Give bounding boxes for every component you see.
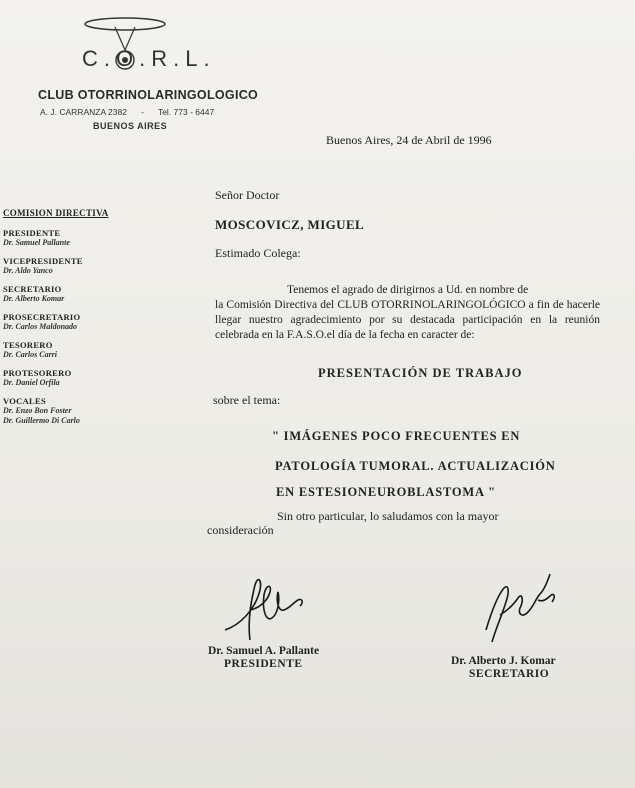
secretary-name: Dr. Alberto J. Komar — [451, 655, 556, 667]
board-member — [3, 256, 109, 276]
topic-intro: sobre el tema: — [213, 393, 281, 407]
president-signature-icon — [220, 570, 310, 645]
member-role: PROSECRETARIO — [3, 312, 81, 322]
board-member — [3, 340, 109, 360]
board-sidebar — [3, 208, 109, 434]
salutation: Estimado Colega: — [215, 246, 301, 260]
president-role: PRESIDENTE — [224, 658, 303, 670]
member-role: SECRETARIO — [3, 284, 62, 294]
secretary-role: SECRETARIO — [469, 668, 550, 680]
club-city: BUENOS AIRES — [93, 121, 168, 131]
closing-rest: consideración — [207, 523, 274, 537]
board-member — [3, 228, 109, 248]
member-name: Dr. Carlos Maldonado — [3, 322, 78, 331]
member-role: PROTESORERO — [3, 368, 72, 378]
body-paragraph — [215, 283, 600, 343]
member-name: Dr. Enzo Bon Foster — [3, 406, 72, 415]
board-member — [3, 368, 109, 388]
closing-first-line: Sin otro particular, lo saludamos con la mayor — [277, 509, 499, 523]
member-role: VICEPRESIDENTE — [3, 256, 83, 266]
board-member — [3, 284, 109, 304]
member-role: PRESIDENTE — [3, 228, 61, 238]
member-name: Dr. Alberto Komar — [3, 294, 65, 303]
club-name: CLUB OTORRINOLARINGOLOGICO — [38, 88, 259, 102]
topic-line: " IMÁGENES POCO FRECUENTES EN — [272, 429, 521, 443]
presentation-heading: PRESENTACIÓN DE TRABAJO — [318, 366, 523, 380]
sidebar-title: COMISION DIRECTIVA — [3, 208, 109, 218]
closing-paragraph — [207, 509, 577, 537]
date-line: Buenos Aires, 24 de Abril de 1996 — [326, 133, 492, 147]
member-name: Dr. Daniel Orfila — [3, 378, 60, 387]
board-member — [3, 396, 109, 426]
member-name: Dr. Guillermo Di Carlo — [3, 416, 80, 425]
member-name: Dr. Carlos Carri — [3, 350, 58, 359]
member-role: TESORERO — [3, 340, 53, 350]
member-name: Dr. Samuel Pallante — [3, 238, 70, 247]
board-member — [3, 312, 109, 332]
recipient-name: MOSCOVICZ, MIGUEL — [215, 217, 365, 232]
member-role: VOCALES — [3, 396, 47, 406]
body-first-line: Tenemos el agrado de dirigirnos a Ud. en nombre de — [287, 284, 529, 296]
body-rest: la Comisión Directiva del CLUB OTORRINOLARINGOLÓGICO a fin de hacerle llegar nuestro agradecimiento por su destacada participación en la reunión celebrada en la F.A.S.O.el día de la fecha en caracter de: — [215, 299, 600, 341]
secretary-signature-icon — [478, 570, 563, 650]
topic-line: PATOLOGÍA TUMORAL. ACTUALIZACIÓN — [275, 459, 556, 473]
topic-line: EN ESTESIONEUROBLASTOMA " — [276, 485, 496, 499]
president-name: Dr. Samuel A. Pallante — [208, 645, 320, 657]
greeting-title: Señor Doctor — [215, 188, 280, 202]
logo-letters: C.O.R.L. — [82, 46, 216, 71]
member-name: Dr. Aldo Yanco — [3, 266, 53, 275]
club-address: A. J. CARRANZA 2382 - Tel. 773 - 6447 — [40, 107, 215, 117]
